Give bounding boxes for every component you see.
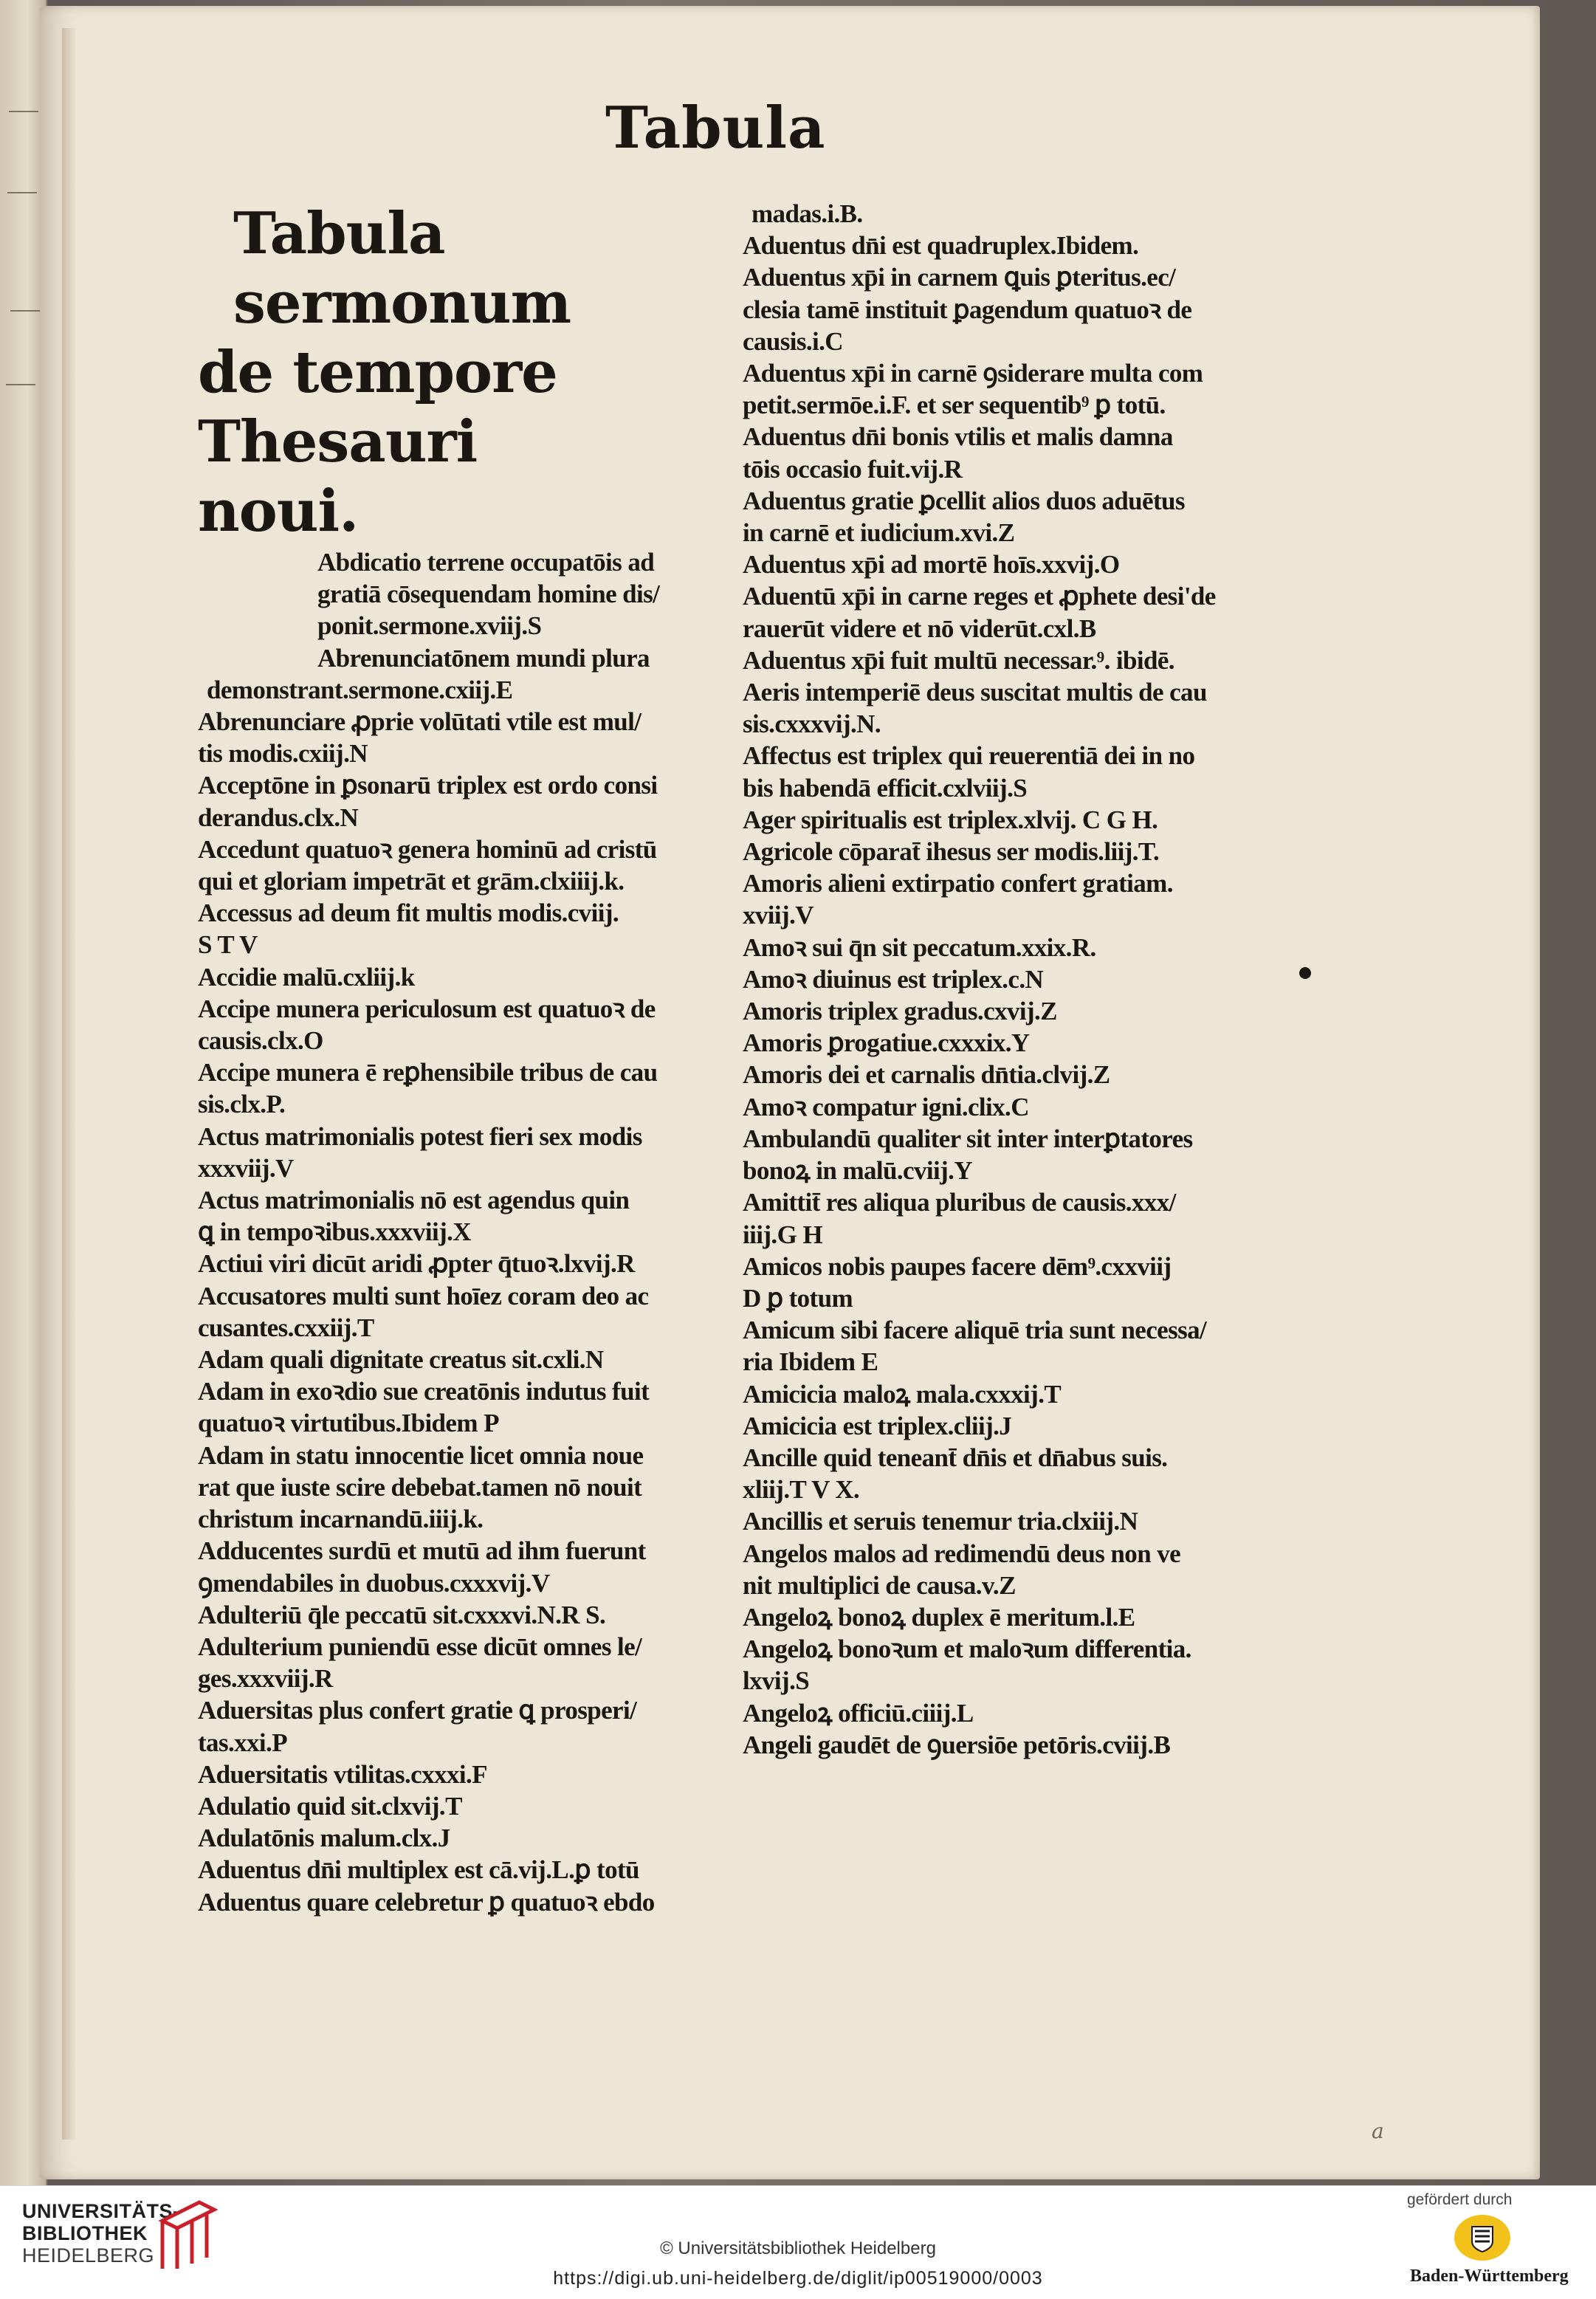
index-entry-line: Amoꝛ compatur igni.clix.C <box>743 1092 1029 1121</box>
title-line: de tempore Thesauri <box>198 339 557 475</box>
index-entry-line: quatuoꝛ virtutibus.Ibidem P <box>198 1409 499 1438</box>
index-entry-line: Amicicia maloꝝ mala.cxxxij.T <box>743 1379 1062 1409</box>
index-entry-line: Acceptōne in ꝑsonarū triplex est ordo consi <box>198 771 658 800</box>
index-entry-line: Actus matrimonialis potest fieri sex modis <box>198 1121 642 1151</box>
index-entry-line: cusantes.cxxiij.T <box>198 1313 374 1342</box>
index-entry-line: Amicicia est triplex.cliij.J <box>743 1411 1012 1440</box>
index-entry-line: xviij.V <box>743 901 814 930</box>
page-gutter-shadow <box>62 28 77 2140</box>
table-title <box>198 199 700 546</box>
index-entry-line: clesia tamē instituit ꝑagendum quatuoꝛ de <box>743 295 1192 324</box>
library-name-line: BIBLIOTHEK <box>22 2222 148 2244</box>
index-entry-line: Aduentus dn̄i multiplex est cā.vij.L.ꝑ totū <box>198 1855 639 1885</box>
index-entry-line: ꝗ in tempoꝛibus.xxxviij.X <box>198 1217 471 1247</box>
index-entry-line: Amoꝛ diuinus est triplex.c.N <box>743 964 1044 994</box>
index-entry-line: Ambulandū qualiter sit inter interꝑtatores <box>743 1124 1193 1153</box>
index-entry-line: bis habendā efficit.cxlviij.S <box>743 773 1028 803</box>
index-entry-line: Actiui viri dicūt aridi ꝓpter q̄tuoꝛ.lxvij.R <box>198 1249 635 1279</box>
ink-dot <box>1299 967 1311 979</box>
right-column <box>743 198 1252 1761</box>
index-entry-line: Actus matrimonialis nō est agendus quin <box>198 1186 630 1215</box>
index-entry-line: causis.i.C <box>743 326 843 356</box>
index-entry-line: Aduentus xp̄i in carnem ꝗuis ꝑteritus.ec/ <box>743 263 1176 292</box>
index-entry-line: Accipe munera periculosum est quatuoꝛ de <box>198 994 656 1023</box>
index-entry-line: Abrenunciare ꝓprie volūtati vtile est mul/ <box>198 707 642 737</box>
index-entry-line: sis.cxxxvij.N. <box>743 709 881 739</box>
index-entry-line: Amicum sibi facere aliquē tria sunt necessa/ <box>743 1316 1207 1345</box>
index-entry-line: nit multiplici de causa.v.Z <box>743 1570 1016 1600</box>
copyright-notice: © Universitätsbibliothek Heidelberg <box>660 2238 936 2258</box>
index-entry-line: Adam in exoꝛdio sue creatōnis indutus fuit <box>198 1377 650 1406</box>
index-entry-line: tis modis.cxiij.N <box>198 739 368 769</box>
index-entry-line: Aduentus dn̄i bonis vtilis et malis damna <box>743 422 1173 452</box>
index-entry-line: Adulterium puniendū esse dicūt omnes le/ <box>198 1632 642 1661</box>
library-name-line: UNIVERSITÄTS- <box>22 2200 180 2222</box>
index-entry-line: gratiā cōsequendam homine dis/ <box>317 580 660 609</box>
folio-mark: a <box>1372 2119 1384 2143</box>
index-entry-line: derandus.clx.N <box>198 803 359 832</box>
index-entry-line: madas.i.B. <box>751 199 863 228</box>
title-line: Tabula sermonum <box>233 200 571 337</box>
index-entry-line: Affectus est triplex qui reuerentiā dei in no <box>743 741 1195 771</box>
index-entry-line: lxvij.S <box>743 1666 810 1696</box>
index-entry-line: ges.xxxviij.R <box>198 1664 333 1694</box>
index-entry-line: Accedunt quatuoꝛ genera hominū ad cristū <box>198 834 657 864</box>
index-entry-line: Aduentus xp̄i fuit multū necessar.⁹. ibidē. <box>743 645 1174 675</box>
coat-of-arms-icon <box>1453 2213 1512 2262</box>
index-entry-line: Agricole cōparat̄ ihesus ser modis.liij.T. <box>743 837 1160 867</box>
index-entry-line: Adam in statu innocentie licet omnia noue <box>198 1440 644 1470</box>
index-entry-line: ria Ibidem E <box>743 1347 878 1377</box>
index-entry-line: rauerūt videre et nō viderūt.cxl.B <box>743 614 1096 643</box>
library-emblem-icon <box>155 2199 221 2272</box>
index-entry-line: S T V <box>198 930 258 960</box>
index-entry-line: xliij.T V X. <box>743 1475 860 1505</box>
index-entry-line: Accusatores multi sunt hoīez coram deo ac <box>198 1281 649 1310</box>
index-entry-line: Ancillis et seruis tenemur tria.clxiij.N <box>743 1507 1138 1536</box>
index-entry-line: Aduentus quare celebretur ꝑ quatuoꝛ ebdo <box>198 1887 655 1917</box>
index-entry-line: sis.clx.P. <box>198 1090 286 1119</box>
index-entry-line: Aduersitatis vtilitas.cxxxi.F <box>198 1759 487 1789</box>
index-entry-line: Aduentus xp̄i in carnē ꝯsiderare multa com <box>743 359 1203 388</box>
index-entry-line: Aduentus gratie ꝑcellit alios duos aduētus <box>743 486 1185 515</box>
index-entry-line: Angelos malos ad redimendū deus non ve <box>743 1539 1181 1568</box>
index-entry-line: Amoris ꝑrogatiue.cxxxix.Y <box>743 1028 1030 1058</box>
index-entry-line: Angeloꝝ bonoꝝ duplex ē meritum.l.E <box>743 1602 1135 1632</box>
index-entry-line: iiij.G H <box>743 1220 822 1249</box>
index-entry-line: D ꝑ totum <box>743 1283 853 1313</box>
index-entry-line: Ager spiritualis est triplex.xlvij. C G H. <box>743 805 1158 834</box>
index-entry-line: Adam quali dignitate creatus sit.cxli.N <box>198 1345 604 1375</box>
index-entry-line: petit.sermōe.i.F. et ser sequentib⁹ ꝑ totū. <box>743 391 1166 420</box>
index-entry-line: Amoris dei et carnalis dn̄tia.clvij.Z <box>743 1060 1110 1090</box>
index-entry-line: Aduentus dn̄i est quadruplex.Ibidem. <box>743 231 1139 261</box>
margin-annotation <box>7 192 37 193</box>
index-entry-line: Aduentus xp̄i ad mortē hoīs.xxvij.O <box>743 550 1120 580</box>
index-entry-line: qui et gloriam impetrāt et grām.clxiiij.k. <box>198 867 625 896</box>
index-entry-line: Angeloꝝ officiū.ciiij.L <box>743 1698 974 1728</box>
title-line: noui. <box>198 478 359 545</box>
index-entry-line: Aeris intemperiē deus suscitat multis de cau <box>743 678 1207 707</box>
index-entry-line: in carnē et iudicium.xvi.Z <box>743 518 1015 548</box>
index-entry-line: Adducentes surdū et mutū ad ihm fuerunt <box>198 1536 646 1566</box>
left-index-entries <box>198 546 700 1918</box>
margin-annotation <box>6 384 35 385</box>
left-column <box>198 199 700 1918</box>
running-head: Tabula <box>605 94 826 162</box>
margin-annotation <box>9 111 38 112</box>
index-entry-line: bonoꝝ in malū.cviij.Y <box>743 1156 973 1186</box>
library-name-line: HEIDELBERG <box>22 2244 155 2267</box>
index-entry-line: Aduentū xp̄i in carne reges et ꝓphete desi'de <box>743 582 1216 611</box>
index-entry-line: tas.xxi.P <box>198 1728 287 1757</box>
index-entry-line: Amicos nobis paupes facere dēm⁹.cxxviij <box>743 1251 1172 1281</box>
index-entry-line: Aduersitas plus confert gratie ꝗ prosperi/ <box>198 1696 637 1725</box>
funded-by-label: gefördert durch <box>1407 2191 1513 2208</box>
funder-name: Baden-Württemberg <box>1410 2267 1569 2286</box>
index-entry-line: Adulatōnis malum.clx.J <box>198 1824 450 1853</box>
index-entry-line: Accidie malū.cxliij.k <box>198 962 415 992</box>
index-entry-line: Angeli gaudēt de ꝯuersiōe petōris.cviij.B <box>743 1730 1171 1759</box>
index-entry-line: causis.clx.O <box>198 1026 323 1056</box>
index-entry-line: rat que iuste scire debebat.tamen nō nouit <box>198 1472 642 1502</box>
index-entry-line: Accipe munera ē reꝑhensibile tribus de cau <box>198 1058 658 1087</box>
index-entry-line: Ancille quid teneant̄ dn̄is et dn̄abus suis. <box>743 1443 1168 1472</box>
index-entry-line: Amittit̄ res aliqua pluribus de causis.xxx/ <box>743 1188 1176 1217</box>
index-entry-line: ꝯmendabiles in duobus.cxxxvij.V <box>198 1568 550 1598</box>
index-entry-line: Accessus ad deum fit multis modis.cviij. <box>198 898 619 928</box>
index-entry-line: demonstrant.sermone.cxiij.E <box>207 675 513 704</box>
index-entry-line: Adulatio quid sit.clxvij.T <box>198 1791 462 1821</box>
index-entry-line: Angeloꝝ bonoꝛum et maloꝛum differentia. <box>743 1635 1191 1664</box>
index-entry-line: Amoris triplex gradus.cxvij.Z <box>743 997 1057 1026</box>
index-entry-line: tōis occasio fuit.vij.R <box>743 454 963 484</box>
index-entry-line: ponit.sermone.xviij.S <box>317 611 542 641</box>
margin-annotation <box>10 310 40 312</box>
index-entry-line: xxxviij.V <box>198 1153 294 1183</box>
index-entry-line: Adulteriū q̄le peccatū sit.cxxxvi.N.R S. <box>198 1600 606 1629</box>
index-entry-line: Abdicatio terrene occupatōis ad <box>317 548 655 577</box>
permalink[interactable]: https://digi.ub.uni-heidelberg.de/diglit/ip00519000/0003 <box>553 2268 1043 2289</box>
index-entry-line: christum incarnandū.iiij.k. <box>198 1505 484 1534</box>
index-entry-line: Abrenunciatōnem mundi plura <box>317 643 650 673</box>
index-entry-line: Amoris alieni extirpatio confert gratiam. <box>743 869 1173 898</box>
right-index-entries <box>743 198 1252 1761</box>
index-entry-line: Amoꝛ sui q̄n sit peccatum.xxix.R. <box>743 932 1096 962</box>
